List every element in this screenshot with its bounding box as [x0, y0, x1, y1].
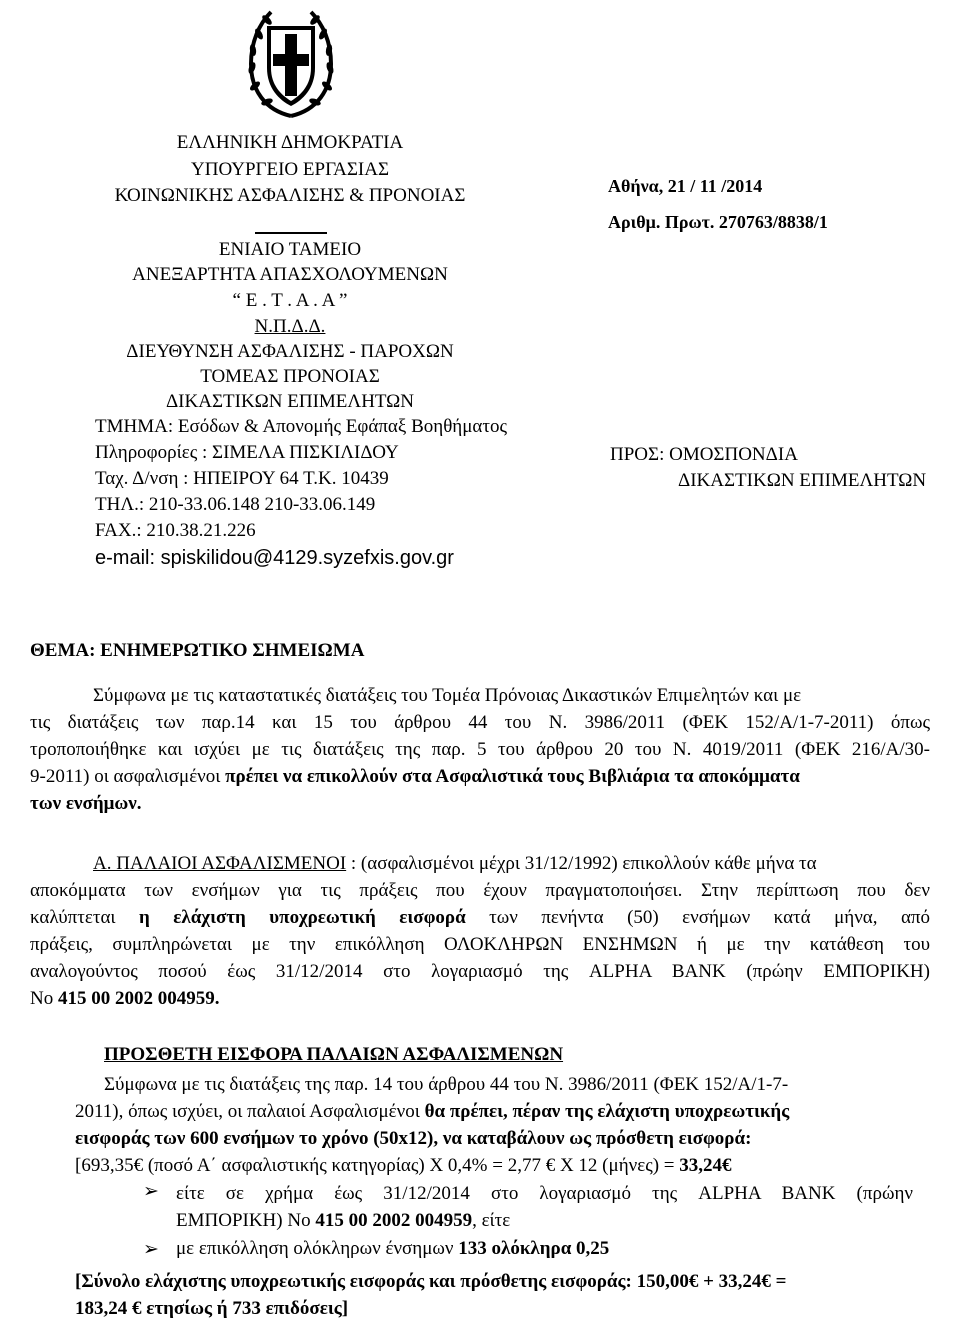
- account-number: 415 00 2002 004959.: [57, 988, 220, 1009]
- header-contact-person: Πληροφορίες : ΣΙΜΕΛΑ ΠΙΣΚΙΛΙΔΟΥ: [95, 442, 399, 463]
- intro-paragraph: [30, 682, 930, 817]
- section-a-line: [30, 850, 930, 877]
- bullet-1-line: είτε σε χρήμα έως 31/12/2014 στο λογαριασμό της ALPHA BANK (πρώην: [176, 1183, 913, 1204]
- total-line: 183,24 € ετησίως ή 733 επιδόσεις]: [75, 1298, 349, 1319]
- section-a-paragraph: [30, 850, 930, 1012]
- section-a-text: των πενήντα (50) ενσήμων κατά μήνα, από: [465, 907, 930, 928]
- section-a-heading: Α. ΠΑΛΑΙΟΙ ΑΣΦΑΛΙΣΜΕΝΟΙ: [93, 853, 347, 874]
- bullet-1-line: [176, 1207, 913, 1234]
- header-fund: ΕΝΙΑΙΟ ΤΑΜΕΙΟ: [218, 239, 362, 260]
- section-a-line: αποκόμματα των ενσήμων για τις πράξεις που έχουν πραγματοποιήσει. Στην περίπτωση που δεν: [30, 880, 930, 901]
- section-a-emphasis: η ελάχιστη υποχρεωτική εισφορά: [139, 907, 466, 928]
- header-divider: [255, 232, 327, 234]
- section-b-line: Σύμφωνα με τις διατάξεις της παρ. 14 του άρθρου 44 του Ν. 3986/2011 (ΦΕΚ 152/Α/1-7-: [104, 1074, 789, 1095]
- intro-line: Σύμφωνα με τις καταστατικές διατάξεις του Τομέα Πρόνοιας Δικαστικών Επιμελητών και με: [93, 685, 802, 706]
- section-b-amount: 33,24€: [679, 1155, 732, 1176]
- header-email: e-mail: spiskilidou@4129.syzefxis.gov.gr: [95, 547, 454, 569]
- section-b-emphasis: θα πρέπει, πέραν της ελάχιστη υποχρεωτικής: [424, 1101, 790, 1122]
- header-ministry-2: ΚΟΙΝΩΝΙΚΗΣ ΑΣΦΑΛΙΣΗΣ & ΠΡΟΝΟΙΑΣ: [114, 185, 466, 206]
- total-contribution: [75, 1268, 913, 1322]
- header-fax: FAX.: 210.38.21.226: [95, 520, 256, 541]
- bullet-1-text: , είτε: [472, 1210, 511, 1231]
- recipient-line-1: ΠΡΟΣ: ΟΜΟΣΠΟΝΔΙΑ: [610, 444, 798, 465]
- bullet-arrow-icon: ➢: [143, 1181, 159, 1202]
- intro-line: τροποποιήθηκε και ισχύει με τις διατάξεις της παρ. 5 του άρθρου 20 του Ν. 4019/2011 (ΦΕΚ 216/Α/30-: [30, 739, 930, 760]
- total-line: [Σύνολο ελάχιστης υποχρεωτικής εισφοράς και πρόσθετης εισφοράς: 150,00€ + 33,24€ =: [75, 1271, 787, 1292]
- header-directorate: ΔΙΕΥΘΥΝΣΗ ΑΣΦΑΛΙΣΗΣ - ΠΑΡΟΧΩΝ: [126, 341, 454, 362]
- header-sector-2: ΔΙΚΑΣΤΙΚΩΝ ΕΠΙΜΕΛΗΤΩΝ: [165, 391, 415, 412]
- header-sector: ΤΟΜΕΑΣ ΠΡΟΝΟΙΑΣ: [200, 366, 380, 387]
- intro-line: [30, 763, 930, 790]
- intro-line: τις διατάξεις των παρ.14 και 15 του άρθρου 44 του Ν. 3986/2011 (ΦΕΚ 152/Α/1-7-2011) όπως: [30, 712, 930, 733]
- section-a-line: αναλογούντος ποσού έως 31/12/2014 στο λογαριασμό της ALPHA BANK (πρώην ΕΜΠΟΡΙΚΗ): [30, 961, 930, 982]
- subject-line: ΘΕΜΑ: ΕΝΗΜΕΡΩΤΙΚΟ ΣΗΜΕΙΩΜΑ: [30, 640, 365, 661]
- bullet-item-1: [176, 1180, 913, 1234]
- section-b-line: [75, 1152, 913, 1179]
- section-b-paragraph: [75, 1071, 913, 1179]
- header-ministry: ΥΠΟΥΡΓΕΙΟ ΕΡΓΑΣΙΑΣ: [191, 159, 389, 180]
- account-number: 415 00 2002 004959: [315, 1210, 473, 1231]
- section-a-line: πράξεις, συμπληρώνεται με την επικόλληση ΟΛΟΚΛΗΡΩΝ ΕΝΣΗΜΩΝ ή με την κατάθεση του: [30, 934, 930, 955]
- header-country: ΕΛΛΗΝΙΚΗ ΔΗΜΟΚΡΑΤΙΑ: [176, 132, 404, 153]
- header-acronym: “ Ε . Τ . Α . Α ”: [232, 290, 348, 311]
- section-a-line: [30, 985, 930, 1012]
- protocol-number: Αριθμ. Πρωτ. 270763/8838/1: [608, 212, 828, 232]
- section-b-text: [693,35€ (ποσό Α΄ ασφαλιστικής κατηγορίας) Χ 0,4% = 2,77 € Χ 12 (μήνες) =: [75, 1155, 680, 1176]
- section-a-text: Νο: [30, 988, 58, 1009]
- intro-emphasis: πρέπει να επικολλούν στα Ασφαλιστικά τους Βιβλιάρια τα αποκόμματα: [225, 766, 800, 787]
- bullet-item-2: [176, 1238, 609, 1260]
- section-b-line: εισφοράς των 600 ενσήμων το χρόνο (50x12), να καταβάλουν ως πρόσθετη εισφορά:: [75, 1128, 752, 1149]
- section-b-text: 2011), όπως ισχύει, οι παλαιοί Ασφαλισμένοι: [75, 1101, 425, 1122]
- bullet-arrow-icon: ➢: [143, 1239, 159, 1260]
- bullet-2-emphasis: 133 ολόκληρα 0,25: [458, 1238, 610, 1259]
- recipient-line-2: ΔΙΚΑΣΤΙΚΩΝ ΕΠΙΜΕΛΗΤΩΝ: [678, 470, 927, 491]
- section-a-text: : (ασφαλισμένοι μέχρι 31/12/1992) επικολλούν κάθε μήνα τα: [346, 853, 817, 874]
- section-b-line: [75, 1098, 913, 1125]
- section-a-text: καλύπτεται: [30, 907, 139, 928]
- coat-of-arms-emblem: [245, 6, 337, 122]
- section-a-line: [30, 904, 930, 931]
- bullet-1-text: ΕΜΠΟΡΙΚΗ) Νο: [176, 1210, 316, 1231]
- header-npdd: Ν.Π.Δ.Δ.: [254, 316, 326, 337]
- section-b-heading: ΠΡΟΣΘΕΤΗ ΕΙΣΦΟΡΑ ΠΑΛΑΙΩΝ ΑΣΦΑΛΙΣΜΕΝΩΝ: [104, 1044, 564, 1065]
- header-department: ΤΜΗΜΑ: Εσόδων & Απονομής Εφάπαξ Βοηθήματος: [95, 416, 508, 437]
- header-address: Ταχ. Δ/νση : ΗΠΕΙΡΟΥ 64 Τ.Κ. 10439: [95, 468, 389, 489]
- header-fund-2: ΑΝΕΞΑΡΤΗΤΑ ΑΠΑΣΧΟΛΟΥΜΕΝΩΝ: [132, 264, 448, 285]
- header-phone: ΤΗΛ.: 210-33.06.148 210-33.06.149: [95, 494, 376, 515]
- bullet-2-text: με επικόλληση ολόκληρων ένσημων: [176, 1238, 459, 1259]
- document-date: Αθήνα, 21 / 11 /2014: [608, 176, 763, 196]
- intro-text: 9-2011) οι ασφαλισμένοι: [30, 766, 226, 787]
- intro-line: των ενσήμων.: [30, 793, 142, 814]
